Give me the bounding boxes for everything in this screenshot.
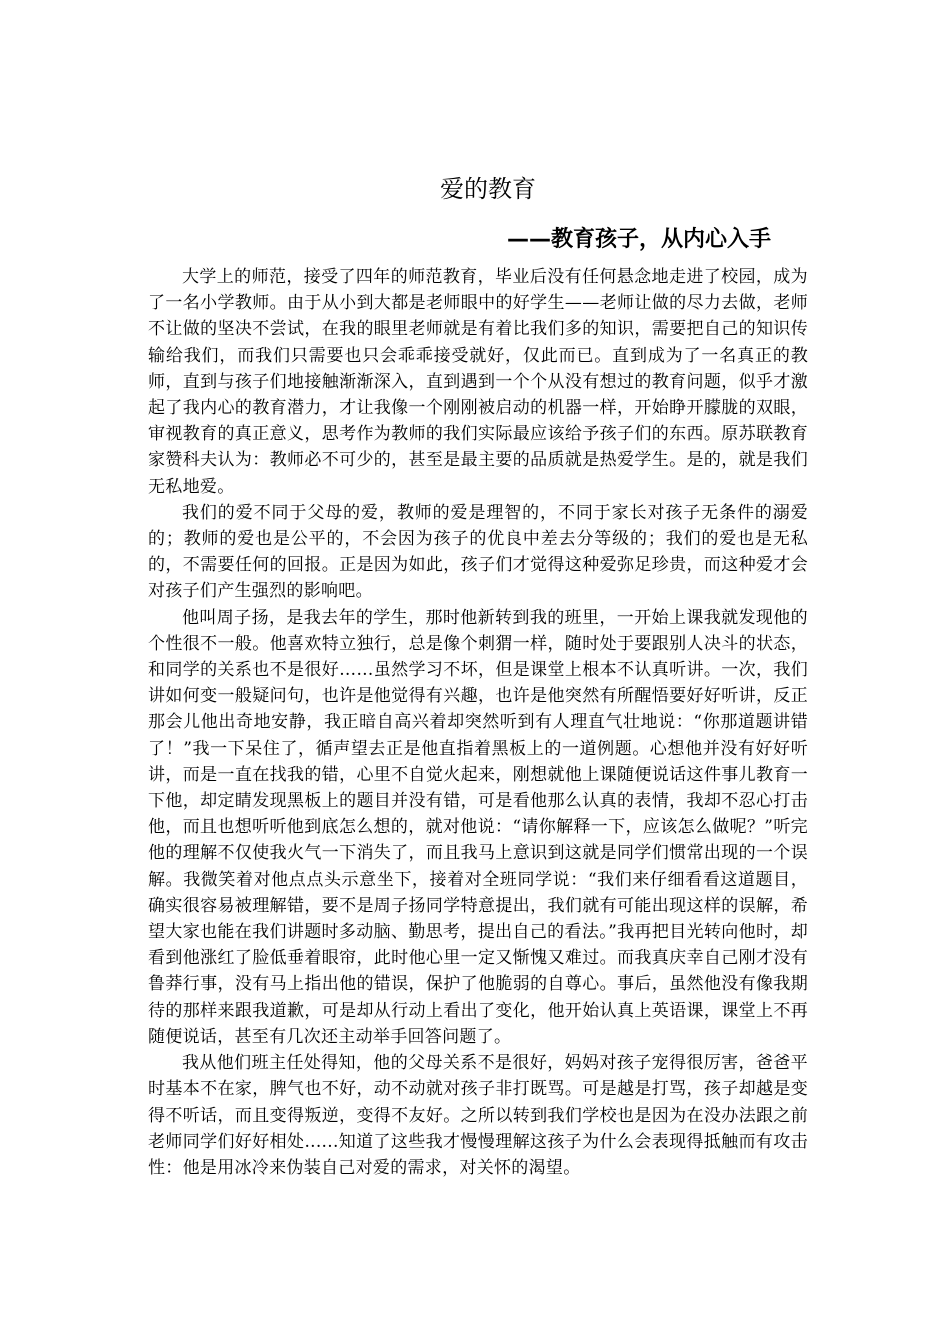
document-subtitle: ——教育孩子，从内心入手 — [506, 227, 771, 252]
document-title: 爱的教育 — [440, 175, 536, 203]
document-page — [148, 172, 808, 1181]
paragraph-4: 我从他们班主任处得知，他的父母关系不是很好，妈妈对孩子宠得很厉害，爸爸平时基本不在家，脾气也不好，动不动就对孩子非打既骂。可是越是打骂，孩子却越是变得不听话，而且变得叛逆，变得不友好。之所以转到我们学校也是因为在没办法跟之前老师同学们好好相处......知道了这些我才慢慢理解这孩子为什么会表现得抵触而有攻击性：他是用冰冷来伪装自己对爱的需求，对关怀的渴望。 — [148, 1053, 808, 1178]
paragraph-3: 他叫周子扬，是我去年的学生，那时他新转到我的班里，一开始上课我就发现他的个性很不一般。他喜欢特立独行，总是像个刺猬一样，随时处于要跟别人决斗的状态，和同学的关系也不是很好……虽然学习不坏，但是课堂上根本不认真听讲。一次，我们讲如何变一般疑问句，也许是他觉得有兴趣，也许是他突然有所醒悟要好好听讲，反正那会儿他出奇地安静，我正暗自高兴着却突然听到有人理直气壮地说：“你那道题讲错了！”我一下呆住了，循声望去正是他直指着黑板上的一道例题。心想他并没有好好听讲，而是一直在找我的错，心里不自觉火起来，刚想就他上课随便说话这件事儿教育一下他，却定睛发现黑板上的题目并没有错，可是看他那么认真的表情，我却不忍心打击他，而且也想听听他到底怎么想的，就对他说：“请你解释一下，应该怎么做呢？”听完他的理解不仅使我火气一下消失了，而且我马上意识到这就是同学们惯常出现的一个误解。我微笑着对他点点头示意坐下，接着对全班同学说：“我们来仔细看看这道题目，确实很容易被理解错，要不是周子扬同学特意提出，我们就有可能出现这样的误解，希望大家也能在我们讲题时多动脑、勤思考，提出自己的看法。”我再把目光转向他时，却看到他涨红了脸低垂着眼帘，此时他心里一定又惭愧又难过。而我真庆幸自己刚才没有鲁莽行事，没有马上指出他的错误，保护了他脆弱的自尊心。事后，虽然他没有像我期待的那样来跟我道歉，可是却从行动上看出了变化，他开始认真上英语课，课堂上不再随便说话，甚至有几次还主动举手回答问题了。 — [148, 607, 808, 1047]
document-body — [148, 264, 808, 1181]
paragraph-1: 大学上的师范，接受了四年的师范教育，毕业后没有任何悬念地走进了校园，成为了一名小学教师。由于从小到大都是老师眼中的好学生——老师让做的尽力去做，老师不让做的坚决不尝试，在我的眼里老师就是有着比我们多的知识，需要把自己的知识传输给我们，而我们只需要也只会乖乖接受就好，仅此而已。直到成为了一名真正的教师，直到与孩子们地接触渐渐深入，直到遇到一个个从没有想过的教育问题，似乎才激起了我内心的教育潜力，才让我像一个刚刚被启动的机器一样，开始睁开朦胧的双眼，审视教育的真正意义，思考作为教师的我们实际最应该给予孩子们的东西。原苏联教育家赞科夫认为：教师必不可少的，甚至是最主要的品质就是热爱学生。是的，就是我们无私地爱。 — [148, 267, 808, 497]
paragraph-2: 我们的爱不同于父母的爱，教师的爱是理智的，不同于家长对孩子无条件的溺爱的；教师的爱也是公平的，不会因为孩子的优良中差去分等级的；我们的爱也是无私的，不需要任何的回报。正是因为如此，孩子们才觉得这种爱弥足珍贵，而这种爱才会对孩子们产生强烈的影响吧。 — [148, 502, 808, 602]
